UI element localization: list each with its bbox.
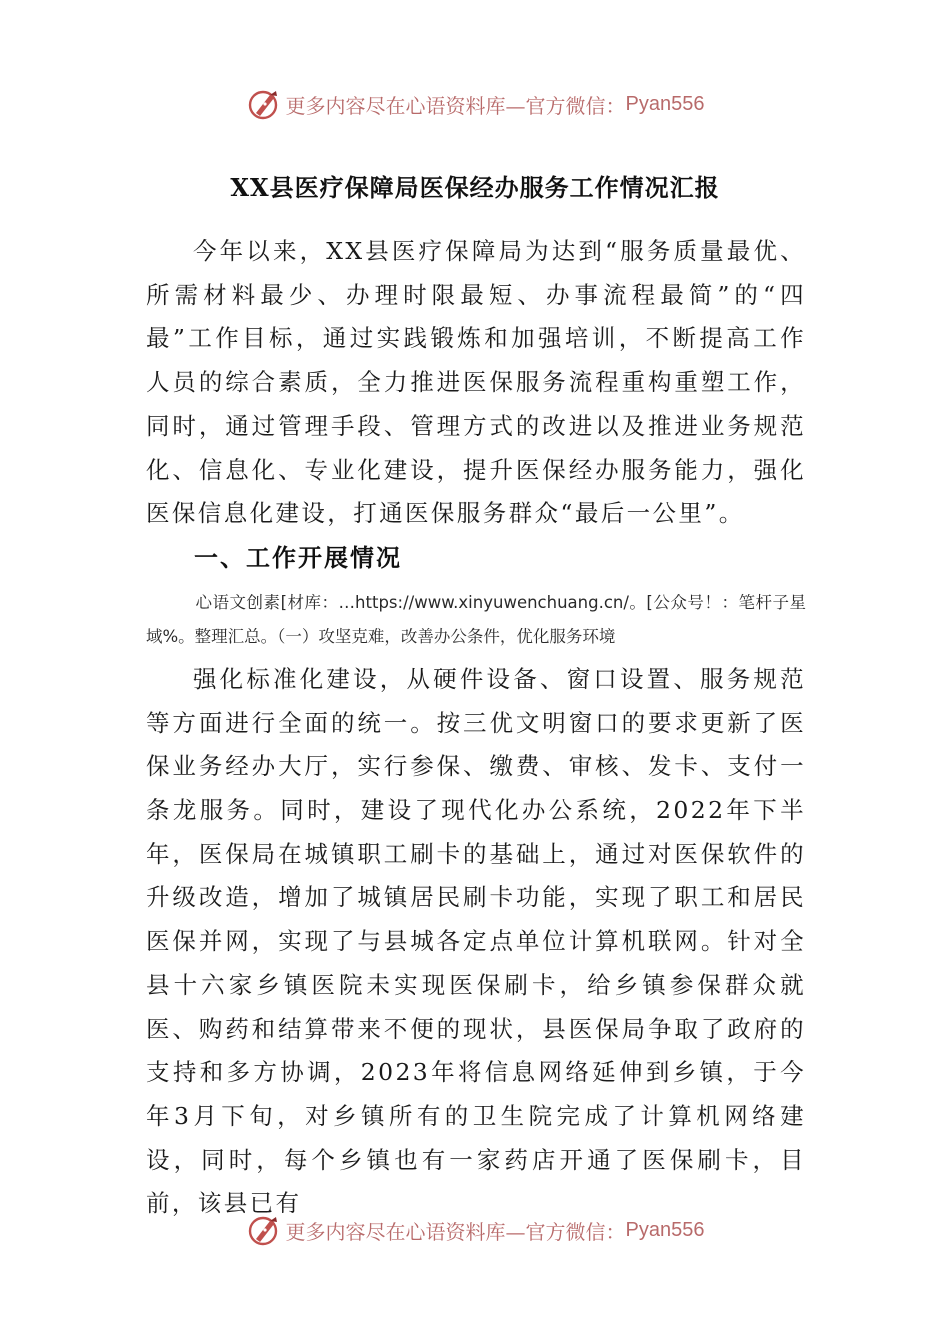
section-heading: 一、工作开展情况 [194,542,402,572]
watermark-text: 更多内容尽在心语资料库—官方微信： [285,93,626,118]
body-paragraph: 强化标准化建设，从硬件设备、窗口设置、服务规范等方面进行全面的统一。按三优文明窗口的要求更新了医保业务经办大厅，实行参保、缴费、审核、发卡、支付一条龙服务。同时，建设了现代化办公系统，2022年下半年，医保局在城镇职工刷卡的基础上，通过对医保软件的升级改造，增加了城镇居民刷卡功能，实现了职工和居民医保并网，实现了与县城各定点单位计算机联网。针对全县十六家乡镇医院未实现医保刷卡，给乡镇参保群众就医、购药和结算带来不便的现状，县医保局争取了政府的支持和多方协调，2023年将信息网络延伸到乡镇，于今年3月下旬，对乡镇所有的卫生院完成了计算机网络建设，同时，每个乡镇也有一家药店开通了医保刷卡，目前，该县已有 [146,664,806,1218]
inserted-note-paragraph: 心语文创素[材库：…https://www.xinyuwenchuang.cn/。[公众号！：笔杆子星域%。整理汇总。（一）攻坚克难，改善办公条件，优化服务环境 [146,592,806,646]
watermark-text: 更多内容尽在心语资料库—官方微信： [285,1219,626,1244]
pen-nib-logo-icon [246,1212,282,1248]
document-title: XX县医疗保障局医保经办服务工作情况汇报 [230,173,720,202]
pen-nib-logo-icon [246,86,282,122]
header-watermark-banner [0,84,950,124]
watermark-handle: Pyan556 [625,92,705,115]
document-body [146,230,806,1226]
intro-paragraph: 今年以来，XX县医疗保障局为达到“服务质量最优、所需材料最少、办理时限最短、办事流程最简”的“四最”工作目标，通过实践锻炼和加强培训，不断提高工作人员的综合素质，全力推进医保服务流程重构重塑工作，同时，通过管理手段、管理方式的改进以及推进业务规范化、信息化、专业化建设，提升医保经办服务能力，强化医保信息化建设，打通医保服务群众“最后一公里”。 [146,237,806,528]
watermark-handle: Pyan556 [625,1218,705,1241]
footer-watermark-banner [0,1210,950,1250]
